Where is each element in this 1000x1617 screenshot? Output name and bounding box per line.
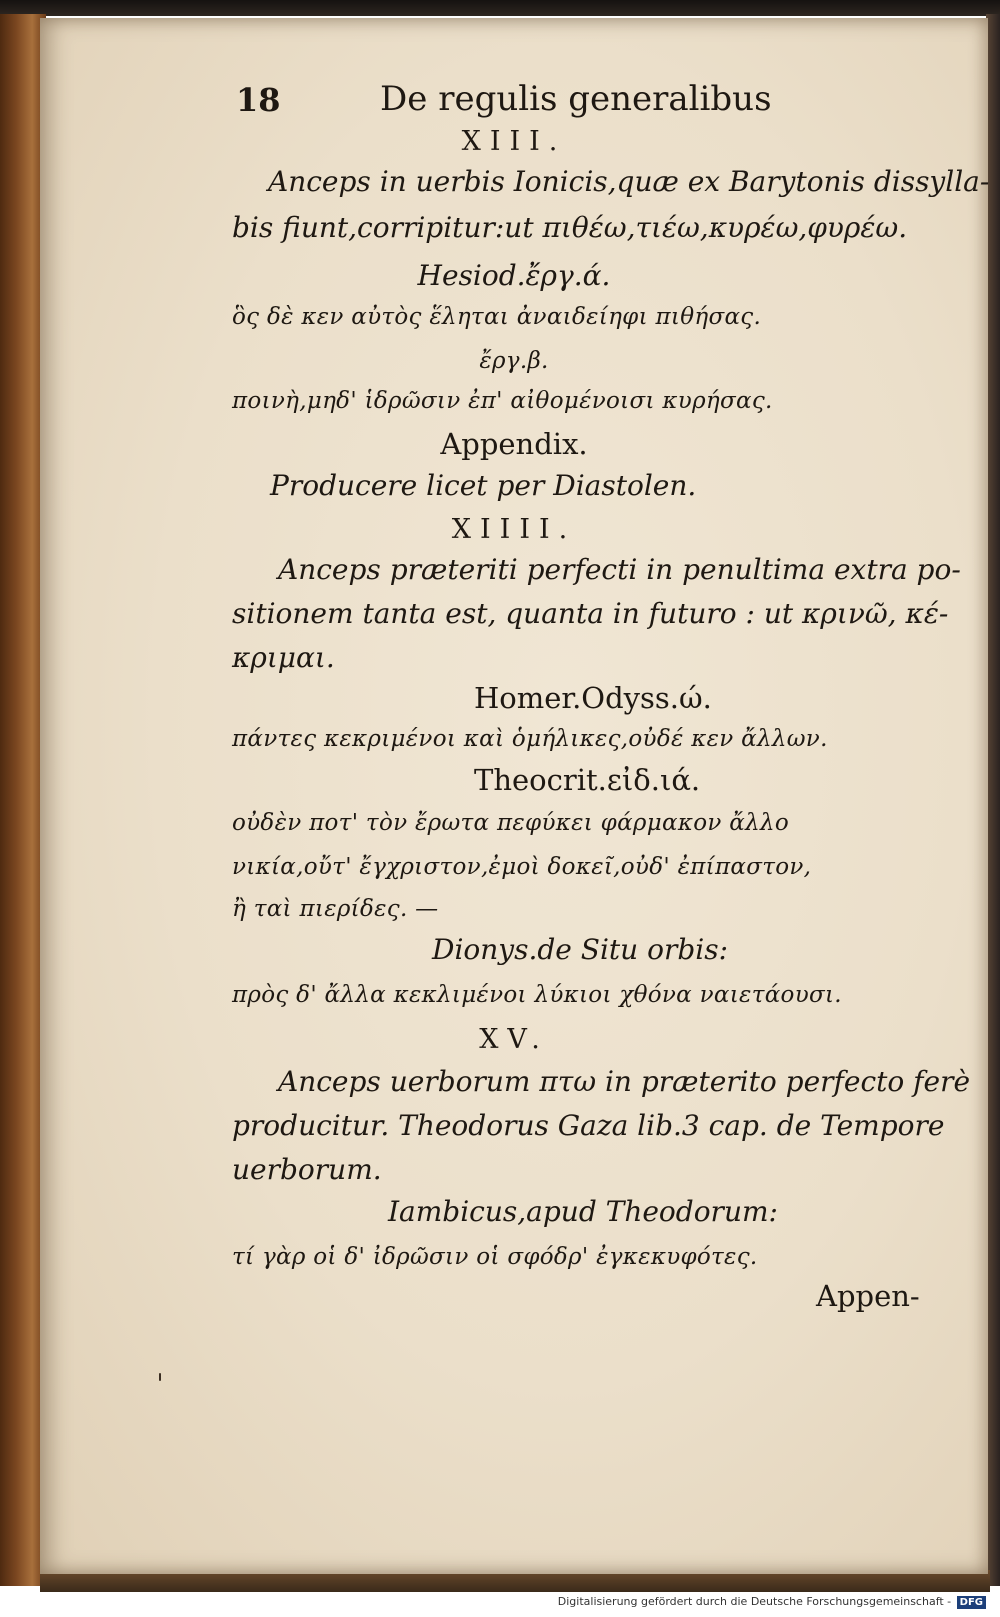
citation: ἔργ.β. (479, 348, 549, 374)
text-line: Anceps uerborum πτω in præterito perfecto ferè (278, 1065, 971, 1098)
credit-text: Digitalisierung gefördert durch die Deutsche Forschungsgemeinschaft - (557, 1595, 952, 1608)
greek-verse: ἢ ταὶ πιερίδες. — (232, 896, 439, 922)
section-numeral-14: XIIII. (451, 514, 577, 545)
greek-verse: νικία,οὔτ' ἔγχριστον,ἐμοὶ δοκεῖ,οὐδ' ἐπίπαστον, (232, 854, 812, 880)
text-line: Producere licet per Diastolen. (270, 469, 697, 502)
text-line: uerborum. (232, 1153, 382, 1186)
greek-verse: πρὸς δ' ἄλλα κεκλιμένοι λύκιοι χθόνα ναιετάουσι. (232, 982, 842, 1008)
citation: Homer.Odyss.ώ. (474, 681, 712, 715)
text-line: κριμαι. (232, 641, 335, 674)
text-line: sitionem tanta est, quanta in futuro : ut κρινῶ, κέ- (232, 597, 949, 630)
greek-verse: ποινὴ,μηδ' ἱδρῶσιν ἐπ' αἰθομένοισι κυρήσας. (232, 388, 773, 414)
book-top-edge (0, 0, 1000, 16)
text-line: Anceps præteriti perfecti in penultima extra po- (278, 553, 961, 586)
appendix-heading: Appendix. (440, 427, 588, 461)
citation: Iambicus,apud Theodorum: (388, 1195, 778, 1228)
book-page (40, 18, 988, 1574)
page-number: 18 (236, 81, 281, 119)
greek-verse: οὐδὲν ποτ' τὸν ἔρωτα πεφύκει φάρμακον ἄλλο (232, 810, 789, 836)
citation: Dionys.de Situ orbis: (432, 933, 729, 966)
text-line: producitur. Theodorus Gaza lib.3 cap. de Tempore (232, 1109, 945, 1142)
greek-verse: τί γὰρ οἱ δ' ἰδρῶσιν οἱ σφόδρ' ἐγκεκυφότες. (232, 1244, 758, 1270)
digitization-credit (0, 1595, 986, 1609)
book-right-edge (986, 14, 1000, 1586)
catchword: Appen- (816, 1279, 920, 1313)
running-head: De regulis generalibus (380, 79, 772, 119)
citation: Hesiod.ἔργ.ά. (417, 259, 611, 292)
text-line: Anceps in uerbis Ionicis,quæ ex Barytonis dissylla- (268, 165, 990, 198)
greek-verse: πάντες κεκριμένοι καὶ ὁμήλικες,οὐδέ κεν ἄλλων. (232, 726, 828, 752)
section-numeral-13: XIII. (461, 126, 567, 157)
citation: Theocrit.εἰδ.ιά. (474, 763, 701, 797)
text-line: bis fiunt,corripitur:ut πιθέω,τιέω,κυρέω,φυρέω. (232, 211, 908, 244)
ink-speck (159, 1373, 161, 1381)
greek-verse: ὃς δὲ κεν αὐτὸς ἕληται ἀναιδείηφι πιθήσας. (232, 304, 762, 330)
section-numeral-15: XV. (479, 1024, 549, 1055)
dfg-logo: DFG (957, 1596, 986, 1609)
